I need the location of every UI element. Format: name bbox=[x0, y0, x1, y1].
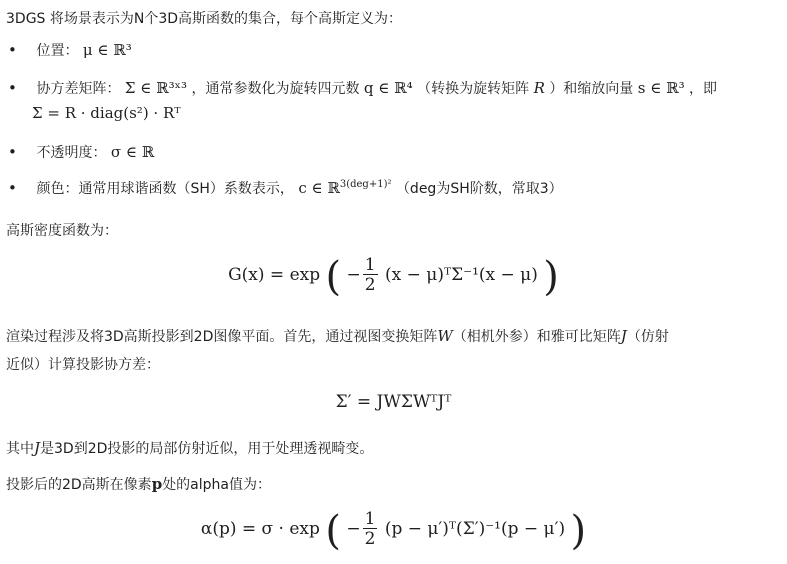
bullet-covariance-line2 bbox=[32, 104, 181, 122]
equation-gaussian-density: G(x) = exp ( − $\frac{1}{2}$ (x − μ)ᵀΣ⁻¹(x − μ) ) bbox=[228, 254, 559, 300]
bullet-icon: • bbox=[8, 179, 17, 197]
eq-body: (p − μ′)ᵀ(Σ′)⁻¹(p − μ′) bbox=[384, 519, 566, 539]
bullet-opacity bbox=[8, 142, 154, 162]
bullet-covariance bbox=[8, 78, 717, 98]
equation-alpha: α(p) = σ · exp ( − $\frac{1}{2}$ (p − μ′)ᵀ(Σ′)⁻¹(p − μ′) ) bbox=[200, 508, 587, 554]
bullet-text: ，即 bbox=[689, 81, 718, 97]
where-paragraph: 其中J是3D到2D投影的局部仿射近似，用于处理透视畸变。 bbox=[6, 439, 374, 457]
bullet-label: 不透明度： bbox=[36, 145, 107, 161]
density-heading: 高斯密度函数为： bbox=[6, 223, 118, 239]
math-expression: R bbox=[533, 79, 545, 97]
alpha-heading: 投影后的2D高斯在像素p处的alpha值为： bbox=[6, 475, 271, 493]
bullet-text: （转换为旋转矩阵 bbox=[417, 81, 530, 97]
math-expression: q ∈ ℝ⁴ bbox=[363, 79, 413, 97]
math-expression: Σ = R · diag(s²) · Rᵀ bbox=[32, 104, 181, 122]
bullet-icon: • bbox=[8, 41, 17, 59]
render-paragraph: 渲染过程涉及将3D高斯投影到2D图像平面。首先，通过视图变换矩阵W（相机外参）和雅可比矩阵J（仿射 bbox=[6, 327, 669, 345]
bullet-text: （deg为SH阶数，常取3） bbox=[395, 181, 563, 197]
bullet-text: ，通常参数化为旋转四元数 bbox=[191, 81, 360, 97]
eq-body: (x − μ)ᵀΣ⁻¹(x − μ) bbox=[385, 265, 538, 285]
bullet-text: ）和缩放向量 bbox=[549, 81, 634, 97]
equation-projected-covariance: Σ′ = JWΣWᵀJᵀ bbox=[335, 392, 452, 412]
eq-lhs: G(x) = exp bbox=[228, 265, 321, 285]
math-expression: σ ∈ ℝ bbox=[110, 143, 155, 161]
bullet-icon: • bbox=[8, 143, 17, 161]
eq-lhs: α(p) = σ · exp bbox=[200, 519, 320, 539]
math-expression: Σ ∈ ℝ³ˣ³ bbox=[124, 79, 188, 97]
bullet-label: 协方差矩阵： bbox=[36, 81, 121, 97]
bullet-label: 位置： bbox=[36, 43, 79, 59]
bullet-position bbox=[8, 40, 132, 60]
math-expression: s ∈ ℝ³ bbox=[637, 79, 685, 97]
bullet-icon: • bbox=[8, 79, 17, 97]
render-paragraph-line2: 近似）计算投影协方差： bbox=[6, 357, 160, 373]
math-expression: c ∈ ℝ$^{3(deg+1)^2}$ bbox=[298, 179, 392, 197]
math-expression: μ ∈ ℝ³ bbox=[82, 41, 132, 59]
intro-text: 3DGS 将场景表示为N个3D高斯函数的集合，每个高斯定义为： bbox=[6, 11, 403, 27]
bullet-label: 颜色：通常用球谐函数（SH）系数表示， bbox=[36, 181, 294, 197]
bullet-color bbox=[8, 178, 563, 198]
